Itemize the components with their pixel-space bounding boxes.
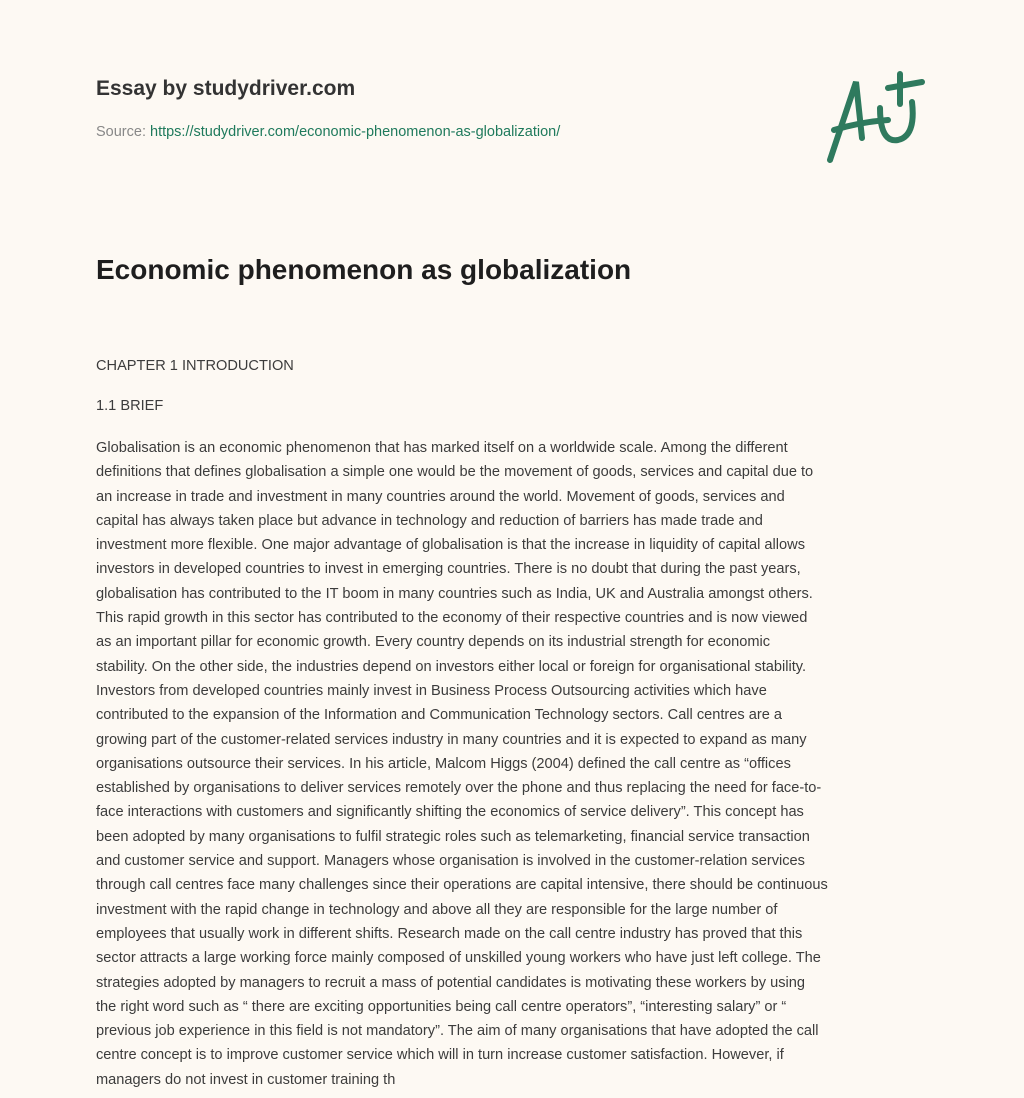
body-line: face interactions with customers and significantly shifting the economics of service delivery”. This concept has bbox=[96, 804, 804, 821]
chapter-heading: CHAPTER 1 INTRODUCTION bbox=[96, 358, 294, 374]
body-line: the right word such as “ there are exciting opportunities being call centre operators”, “interesting salary” or “ bbox=[96, 998, 787, 1015]
source-label: Source: bbox=[96, 124, 150, 140]
body-line: investors in developed countries to invest in emerging countries. There is no doubt that during the past years, bbox=[96, 561, 801, 578]
page-title: Economic phenomenon as globalization bbox=[96, 254, 632, 285]
body-line: and customer service and support. Managers whose organisation is involved in the customer-relation services bbox=[96, 853, 805, 870]
a-plus-logo-icon bbox=[820, 68, 930, 168]
body-line: managers do not invest in customer training th bbox=[96, 1071, 396, 1088]
body-line: established by organisations to deliver services remotely over the phone and thus replacing the need for face-to- bbox=[96, 780, 822, 797]
body-line: organisations outsource their services. In his article, Malcom Higgs (2004) defined the call centre as “offices bbox=[96, 755, 791, 772]
brand-title: Essay by studydriver.com bbox=[96, 77, 356, 100]
body-line: investment with the rapid change in technology and above all they are responsible for the large number of bbox=[96, 901, 778, 918]
body-line: employees that usually work in different shifts. Research made on the call centre industry has proved that this bbox=[96, 925, 803, 942]
body-line: investment more flexible. One major advantage of globalisation is that the increase in liquidity of capital allows bbox=[96, 537, 805, 554]
body-line: previous job experience in this field is not mandatory”. The aim of many organisations that have adopted the call bbox=[96, 1023, 819, 1040]
body-line: capital has always taken place but advance in technology and reduction of barriers has made trade and bbox=[96, 512, 763, 529]
body-line: been adopted by many organisations to fulfil strategic roles such as telemarketing, financial service transaction bbox=[96, 828, 810, 845]
body-line: through call centres face many challenges since their operations are capital intensive, there should be continuous bbox=[96, 877, 828, 894]
source-line bbox=[96, 124, 560, 140]
body-line: stability. On the other side, the industries depend on investors either local or foreign for organisational stability. bbox=[96, 658, 807, 675]
body-line: growing part of the customer-related services industry in many countries and it is expected to expand as many bbox=[96, 731, 807, 748]
body-line: sector attracts a large working force mainly composed of unskilled young workers who have just left college. The bbox=[96, 950, 821, 967]
body-line: centre concept is to improve customer service which will in turn increase customer satisfaction. However, if bbox=[96, 1047, 784, 1064]
essay-body bbox=[96, 436, 828, 1092]
body-line: strategies adopted by managers to recruit a mass of potential candidates is motivating these workers by using bbox=[96, 974, 805, 991]
source-link[interactable]: https://studydriver.com/economic-phenomenon-as-globalization/ bbox=[150, 124, 561, 140]
body-line: globalisation has contributed to the IT boom in many countries such as India, UK and Australia amongst others. bbox=[96, 585, 813, 602]
body-line: as an important pillar for economic growth. Every country depends on its industrial strength for economic bbox=[96, 634, 771, 651]
body-line: Investors from developed countries mainly invest in Business Process Outsourcing activities which have bbox=[96, 682, 767, 699]
body-line: Globalisation is an economic phenomenon that has marked itself on a worldwide scale. Among the different bbox=[96, 440, 788, 456]
section-heading: 1.1 BRIEF bbox=[96, 398, 164, 414]
body-line: contributed to the expansion of the Information and Communication Technology sectors. Call centres are a bbox=[96, 707, 783, 724]
body-line: This rapid growth in this sector has contributed to the economy of their respective countries and is now viewed bbox=[96, 610, 808, 627]
body-line: an increase in trade and investment in many countries around the world. Movement of goods, services and bbox=[96, 488, 785, 505]
body-line: definitions that defines globalisation a simple one would be the movement of goods, services and capital due to bbox=[96, 464, 814, 481]
